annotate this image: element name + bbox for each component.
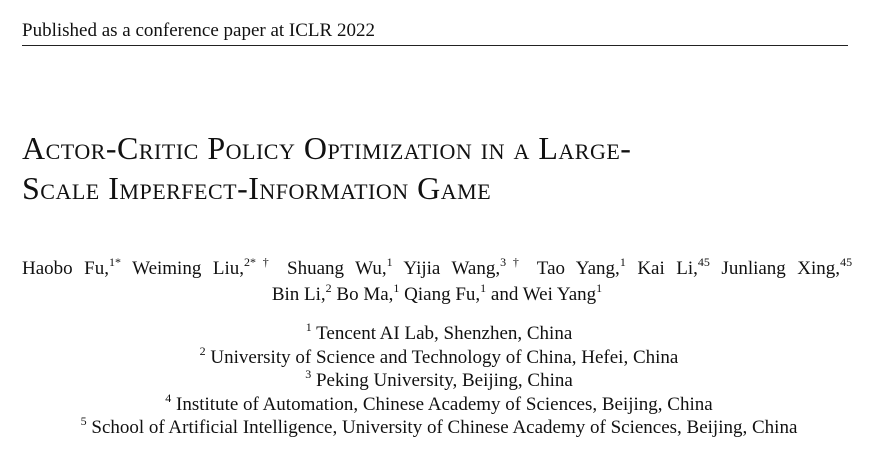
- conference-header: Published as a conference paper at ICLR 2022: [22, 18, 848, 46]
- author-name: Weiming Liu,: [132, 258, 244, 279]
- author-name: Haobo Fu,: [22, 258, 109, 279]
- author-entry: [287, 255, 393, 279]
- author-affiliation-mark: 1: [619, 255, 626, 269]
- author-entry: [132, 255, 276, 279]
- author-entry: [22, 255, 121, 279]
- author-entry: [490, 281, 603, 305]
- author-name: Yijia Wang,: [403, 258, 501, 279]
- author-name: Bin Li,: [271, 284, 326, 305]
- author-affiliation-mark: 2*†: [243, 255, 276, 269]
- author-affiliation-mark: 45: [697, 255, 710, 269]
- affiliation-text: University of Science and Technology of China, Hefei, China: [210, 346, 679, 368]
- author-affiliation-mark: 2: [325, 281, 332, 295]
- author-affiliation-mark: 1: [393, 281, 400, 295]
- author-affiliation-mark: 1: [596, 281, 603, 295]
- title-line-1: Actor-Critic Policy Optimization in a Large-: [22, 130, 632, 166]
- author-entry: [271, 281, 332, 305]
- author-name: Kai Li,: [637, 258, 698, 279]
- author-line-1: [22, 256, 852, 282]
- author-affiliation-mark: 45: [840, 255, 853, 269]
- author-entry: [536, 255, 626, 279]
- author-name: and Wei Yang: [490, 284, 597, 305]
- author-name: Bo Ma,: [336, 284, 394, 305]
- affiliation-item: [0, 390, 878, 417]
- affiliation-item: [0, 416, 878, 440]
- author-list: [22, 256, 852, 308]
- author-entry: [637, 255, 710, 279]
- author-name: Qiang Fu,: [404, 284, 481, 305]
- author-entry: [336, 281, 400, 305]
- affiliation-item: [0, 322, 878, 346]
- affiliation-text: School of Artificial Intelligence, University of Chinese Academy of Sciences, Beijing, China: [91, 417, 798, 438]
- author-entry: [403, 255, 526, 279]
- author-name: Tao Yang,: [536, 258, 620, 279]
- affiliation-number: 1: [305, 320, 312, 334]
- author-affiliation-mark: 1*: [108, 255, 121, 269]
- affiliation-number: 5: [80, 414, 87, 428]
- author-name: Junliang Xing,: [721, 258, 841, 279]
- affiliation-number: 2: [199, 343, 206, 358]
- author-name: Shuang Wu,: [287, 258, 387, 279]
- author-entry: [721, 255, 853, 279]
- author-affiliation-mark: 1: [480, 281, 487, 295]
- affiliation-item: [0, 343, 878, 370]
- affiliation-text: Peking University, Beijing, China: [315, 370, 573, 391]
- author-line-2: [22, 282, 852, 308]
- affiliation-text: Tencent AI Lab, Shenzhen, China: [316, 323, 573, 344]
- author-entry: [404, 281, 487, 305]
- paper-title: [22, 128, 862, 208]
- affiliation-number: 3: [305, 367, 312, 381]
- affiliation-text: Institute of Automation, Chinese Academy of Sciences, Beijing, China: [176, 393, 713, 415]
- affiliation-list: [0, 322, 878, 440]
- affiliation-item: [0, 369, 878, 393]
- title-line-2: Scale Imperfect-Information Game: [22, 170, 492, 206]
- author-affiliation-mark: 1: [386, 255, 393, 269]
- author-affiliation-mark: 3†: [500, 255, 526, 269]
- affiliation-number: 4: [165, 390, 172, 405]
